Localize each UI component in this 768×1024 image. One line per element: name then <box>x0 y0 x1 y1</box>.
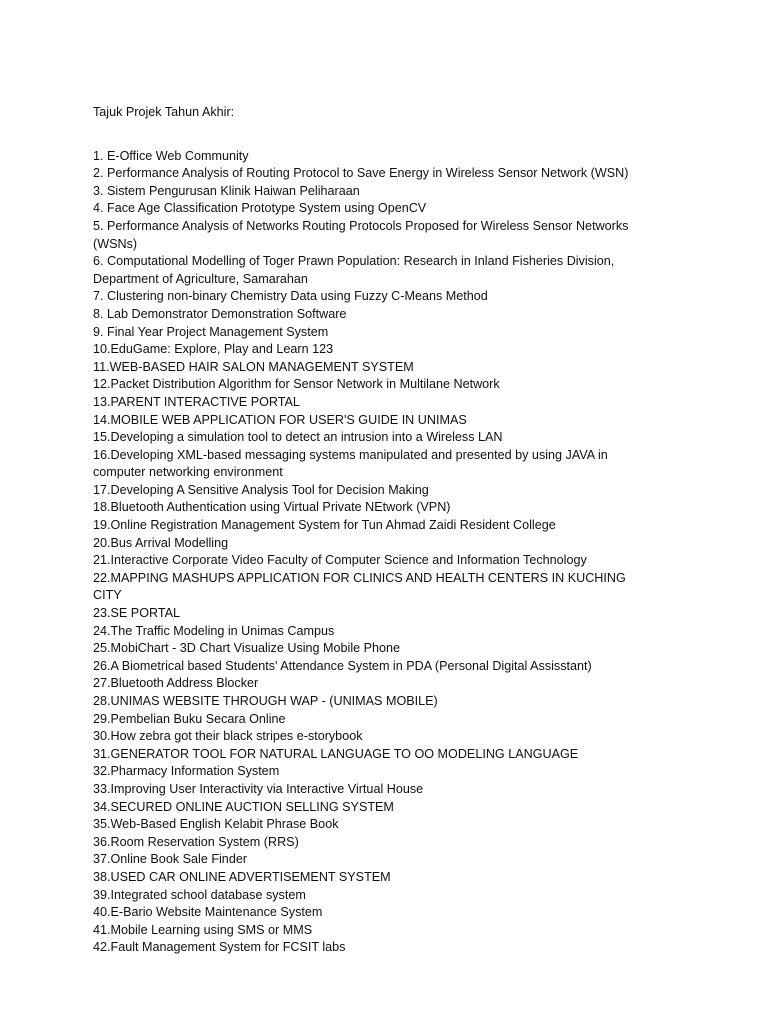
project-item: 39.Integrated school database system <box>93 887 306 902</box>
project-item: 35.Web-Based English Kelabit Phrase Book <box>93 817 339 832</box>
project-item: 2. Performance Analysis of Routing Protocol to Save Energy in Wireless Sensor Network (WSN) <box>93 166 629 181</box>
project-item: 27.Bluetooth Address Blocker <box>93 676 259 691</box>
project-item: 18.Bluetooth Authentication using Virtual Private NEtwork (VPN) <box>93 500 451 515</box>
project-item: 6. Computational Modelling of Toger Prawn Population: Research in Inland Fisheries Division, Department of Agriculture, Samarahan <box>93 254 615 286</box>
project-item: 21.Interactive Corporate Video Faculty of Computer Science and Information Technology <box>93 553 587 568</box>
heading-spacer <box>93 122 653 148</box>
project-title-list <box>93 148 653 957</box>
project-item: 1. E-Office Web Community <box>93 148 249 163</box>
project-item: 8. Lab Demonstrator Demonstration Software <box>93 306 347 321</box>
project-item: 14.MOBILE WEB APPLICATION FOR USER'S GUIDE IN UNIMAS <box>93 412 467 427</box>
project-item: 26.A Biometrical based Students' Attendance System in PDA (Personal Digital Assisstant) <box>93 658 592 673</box>
project-item: 16.Developing XML-based messaging systems manipulated and presented by using JAVA in computer networking environment <box>93 447 608 480</box>
project-item: 30.How zebra got their black stripes e-storybook <box>93 729 363 744</box>
project-item: 13.PARENT INTERACTIVE PORTAL <box>93 394 300 409</box>
project-item: 36.Room Reservation System (RRS) <box>93 834 299 849</box>
project-item: 38.USED CAR ONLINE ADVERTISEMENT SYSTEM <box>93 869 391 884</box>
project-item: 20.Bus Arrival Modelling <box>93 535 229 550</box>
project-item: 10.EduGame: Explore, Play and Learn 123 <box>93 342 334 357</box>
project-item: 5. Performance Analysis of Networks Routing Protocols Proposed for Wireless Sensor Networks (WSNs) <box>93 218 629 251</box>
project-item: 7. Clustering non-binary Chemistry Data using Fuzzy C-Means Method <box>93 289 488 304</box>
project-item: 4. Face Age Classification Prototype System using OpenCV <box>93 201 427 216</box>
project-item: 31.GENERATOR TOOL FOR NATURAL LANGUAGE TO OO MODELING LANGUAGE <box>93 746 579 761</box>
project-item: 37.Online Book Sale Finder <box>93 852 248 867</box>
project-item: 29.Pembelian Buku Secara Online <box>93 711 286 726</box>
project-item: 17.Developing A Sensitive Analysis Tool for Decision Making <box>93 482 429 497</box>
project-item: 12.Packet Distribution Algorithm for Sensor Network in Multilane Network <box>93 377 500 392</box>
document-heading: Tajuk Projek Tahun Akhir: <box>93 105 235 119</box>
project-item: 34.SECURED ONLINE AUCTION SELLING SYSTEM <box>93 799 394 814</box>
project-item: 9. Final Year Project Management System <box>93 324 329 339</box>
project-item: 3. Sistem Pengurusan Klinik Haiwan Peliharaan <box>93 183 360 198</box>
project-item: 32.Pharmacy Information System <box>93 764 280 779</box>
project-item: 33.Improving User Interactivity via Interactive Virtual House <box>93 781 424 796</box>
project-item: 25.MobiChart - 3D Chart Visualize Using Mobile Phone <box>93 641 401 656</box>
project-item: 15.Developing a simulation tool to detect an intrusion into a Wireless LAN <box>93 430 503 445</box>
project-item: 42.Fault Management System for FCSIT labs <box>93 940 346 955</box>
document-page <box>93 104 653 957</box>
project-item: 23.SE PORTAL <box>93 606 181 621</box>
project-item: 11.WEB-BASED HAIR SALON MANAGEMENT SYSTEM <box>93 359 414 374</box>
project-item: 24.The Traffic Modeling in Unimas Campus <box>93 623 335 638</box>
project-item: 41.Mobile Learning using SMS or MMS <box>93 922 313 937</box>
project-item: 22.MAPPING MASHUPS APPLICATION FOR CLINICS AND HEALTH CENTERS IN KUCHING CITY <box>93 570 626 603</box>
project-item: 19.Online Registration Management System for Tun Ahmad Zaidi Resident College <box>93 518 556 533</box>
project-item: 40.E-Bario Website Maintenance System <box>93 905 323 920</box>
project-item: 28.UNIMAS WEBSITE THROUGH WAP - (UNIMAS MOBILE) <box>93 694 438 708</box>
